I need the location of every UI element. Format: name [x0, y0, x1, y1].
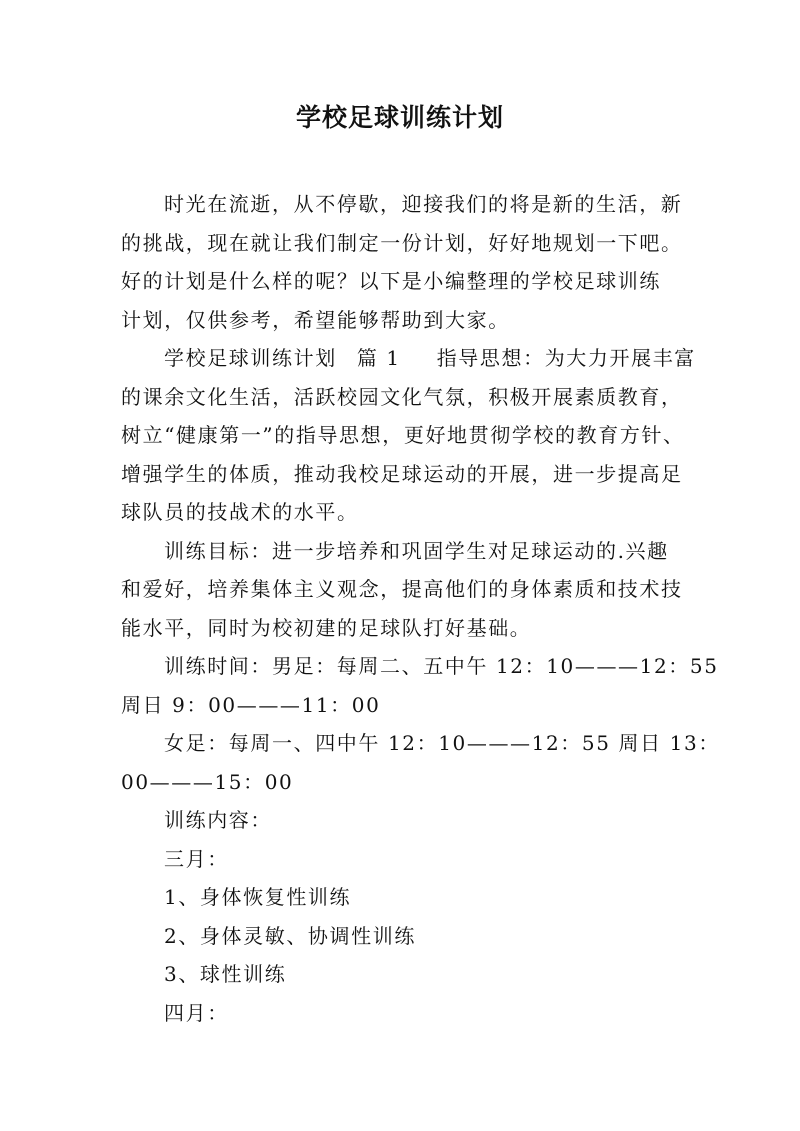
page-title: 学校足球训练计划: [295, 103, 504, 132]
march-item-2: 2、身体灵敏、协调性训练: [164, 923, 416, 948]
intro-line-2: 的挑战，现在就让我们制定一份计划，好好地规划一下吧。: [121, 230, 683, 255]
document-body: [121, 185, 720, 1032]
time-line-1: 训练时间：男足：每周二、五中午 12：10———12：55: [164, 654, 719, 678]
march-item-1: 1、身体恢复性训练: [164, 885, 352, 909]
section-number: 篇 1: [356, 346, 401, 370]
section-label: 学校足球训练计划: [164, 346, 337, 370]
guiding-line-3: 树立“健康第一”的指导思想，更好地贯彻学校的教育方针、: [121, 423, 685, 447]
intro-line-3: 好的计划是什么样的呢？以下是小编整理的学校足球训练: [121, 269, 661, 293]
time-line-2: 周日 9：00———11：00: [121, 692, 381, 717]
goal-line-2: 和爱好，培养集体主义观念，提高他们的身体素质和技术技: [121, 577, 683, 601]
goal-line-3: 能水平，同时为校初建的足球队打好基础。: [121, 615, 532, 640]
march-item-3: 3、球性训练: [164, 962, 287, 986]
time-line-3: 女足：每周一、四中午 12：10———12：55 周日 13：: [164, 731, 720, 755]
section-heading-line: [121, 339, 696, 378]
time-line-4: 00———15：00: [121, 769, 294, 794]
content-title: 训练内容：: [164, 808, 272, 832]
guiding-line-1: 指导思想：为大力开展丰富: [436, 346, 696, 370]
goal-line-1: 训练目标：进一步培养和巩固学生对足球运动的.兴趣: [164, 538, 669, 563]
guiding-line-4: 增强学生的体质，推动我校足球运动的开展，进一步提高足: [121, 461, 683, 486]
guiding-line-2: 的课余文化生活，活跃校园文化气氛，积极开展素质教育，: [121, 384, 683, 409]
intro-line-4: 计划，仅供参考，希望能够帮助到大家。: [121, 307, 510, 332]
month-april: 四月：: [164, 1000, 229, 1025]
guiding-line-5: 球队员的技战术的水平。: [121, 500, 359, 524]
intro-line-1: 时光在流逝，从不停歇，迎接我们的将是新的生活，新: [164, 192, 683, 216]
month-march: 三月：: [164, 846, 229, 871]
